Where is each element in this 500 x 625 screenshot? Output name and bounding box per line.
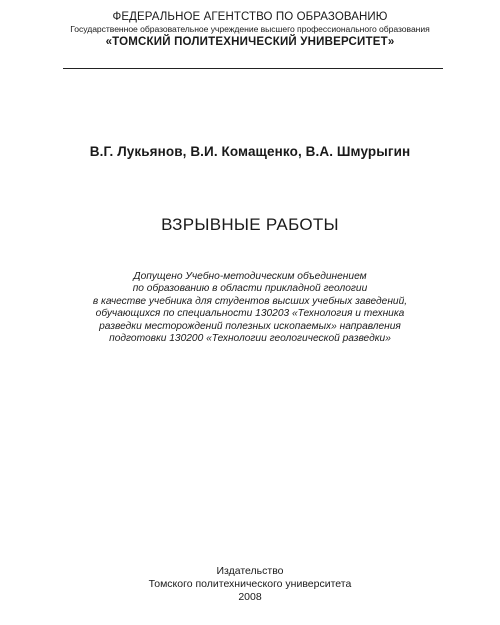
publisher-name: Томского политехнического университета [148, 578, 352, 590]
approval-line: обучающихся по специальности 130203 «Технология и техника [95, 308, 405, 320]
publication-year: 2008 [238, 591, 262, 603]
agency-name: ФЕДЕРАЛЬНОЕ АГЕНТСТВО ПО ОБРАЗОВАНИЮ [112, 11, 388, 23]
approval-line: подготовки 130200 «Технологии геологической разведки» [109, 333, 391, 345]
university-name: «ТОМСКИЙ ПОЛИТЕХНИЧЕСКИЙ УНИВЕРСИТЕТ» [105, 36, 395, 48]
book-title: ВЗРЫВНЫЕ РАБОТЫ [161, 215, 339, 234]
publisher-header [0, 10, 500, 49]
authors: В.Г. Лукьянов, В.И. Комащенко, В.А. Шмурыгин [89, 144, 411, 159]
approval-line: в качестве учебника для студентов высших учебных заведений, [92, 295, 408, 307]
publisher-label: Издательство [216, 565, 284, 577]
approval-line: по образованию в области прикладной геологии [132, 283, 368, 295]
header-divider [63, 68, 443, 69]
publisher-imprint [0, 565, 500, 604]
approval-line: разведки месторождений полезных ископаемых» направления [99, 320, 401, 332]
approval-statement [40, 271, 460, 345]
approval-line: Допущено Учебно-методическим объединением [133, 271, 367, 282]
institution-type: Государственное образовательное учреждение высшего профессионального образования [70, 24, 430, 34]
